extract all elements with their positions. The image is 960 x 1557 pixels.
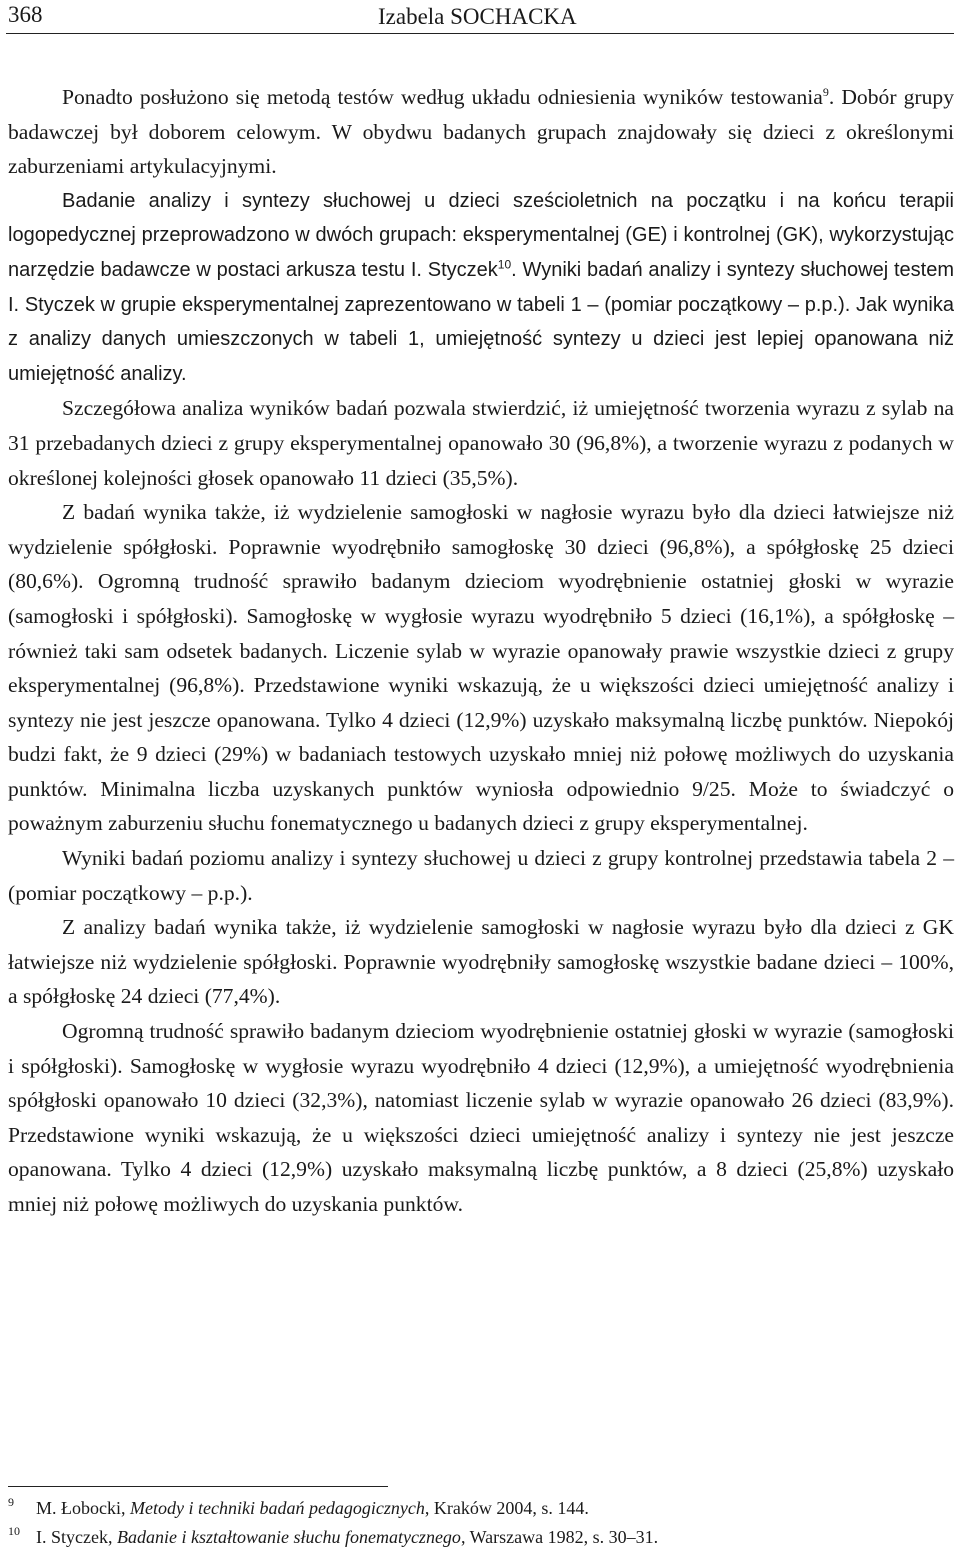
paragraph-2	[8, 184, 954, 392]
running-head-author: Izabela SOCHACKA	[378, 4, 577, 29]
paragraph-7: Ogromną trudność sprawiło badanym dzieciom wyodrębnienie ostatniej głoski w wyrazie (samogłoski i spółgłoski). Samogłoskę w wygłosie wyrazu wyodrębniło 4 dzieci (12,9%), a umiejętność wyodrębnienia spółgłoski opanowało 10 dzieci (32,3%), natomiast liczenie sylab w wyrazie opanowało 26 dzieci (83,9%). Przedstawione wyniki wskazują, że u większości dzieci umiejętność analizy i syntezy nie jest jeszcze opanowana. Tylko 4 dzieci (12,9%) uzyskało maksymalną liczbę punktów, a 8 dzieci (25,8%) uzyskało mniej niż połowę możliwych do uzyskania punktów.	[8, 1019, 954, 1216]
footnote-details: , Kraków 2004, s. 144.	[424, 1498, 589, 1518]
footnote-number: 10	[8, 1524, 20, 1538]
footnotes	[8, 1494, 954, 1552]
footnote-number: 9	[8, 1495, 14, 1509]
footnote-title: Badanie i kształtowanie słuchu fonematycznego	[116, 1527, 461, 1547]
paragraph-1-text: Ponadto posłużono się metodą testów według układu odniesienia wyników testowania	[62, 85, 823, 109]
paragraph-1	[8, 80, 954, 184]
paragraph-6: Z analizy badań wynika także, iż wydzielenie samogłoski w nagłosie wyrazu było dla dzieci z GK łatwiejsze niż wydzielenie spółgłoski. Poprawnie wyodrębniły samogłoskę wszystkie badane dzieci – 100%, a spółgłoskę 24 dzieci (77,4%).	[8, 915, 954, 1009]
footnote-title: Metody i techniki badań pedagogicznych	[130, 1498, 425, 1518]
footnote-ref-10[interactable]: 10	[497, 257, 512, 272]
footnote-author: I. Styczek,	[36, 1527, 117, 1547]
page-header	[6, 0, 954, 34]
footnote-ref-9[interactable]: 9	[822, 84, 829, 99]
footnote-details: , Warszawa 1982, s. 30–31.	[460, 1527, 659, 1547]
footnote-divider	[8, 1486, 388, 1487]
paragraph-1-text-cont: . Dobór grupy badawczej był doborem celowym. W obydwu badanych grupach znajdowały się dzieci z określonymi zaburzeniami artykulacyjnymi.	[8, 85, 954, 179]
footnote-author: M. Łobocki,	[36, 1498, 130, 1518]
paragraph-3: Szczegółowa analiza wyników badań pozwala stwierdzić, iż umiejętność tworzenia wyrazu z sylab na 31 przebadanych dzieci z grupy eksperymentalnej opanowało 30 (96,8%), a tworzenie wyrazu z podanych w określonej kolejności głosek opanowało 11 dzieci (35,5%).	[8, 396, 954, 490]
body-text	[8, 80, 954, 1222]
paragraph-2-text: Badanie analizy i syntezy słuchowej u dzieci sześcioletnich na początku i na końcu terapii logopedycznej przeprowadzono w dwóch grupach: eksperymentalnej (GE) i kontrolnej (GK), wykorzystując narzędzie badawcze w postaci arkusza testu I. Styczek	[8, 189, 954, 281]
paragraph-5: Wyniki badań poziomu analizy i syntezy słuchowej u dzieci z grupy kontrolnej przedstawia tabela 2 – (pomiar początkowy – p.p.).	[8, 846, 954, 905]
paragraph-2-text-cont: . Wyniki badań analizy i syntezy słuchowej testem I. Styczek w grupie eksperymentalnej zaprezentowano w tabeli 1 – (pomiar początkowy – p.p.). Jak wynika z analizy danych umieszczonych w tabeli 1, umiejętność syntezy u dzieci jest lepiej opanowana niż umiejętność analizy.	[8, 258, 954, 385]
paragraph-4: Z badań wynika także, iż wydzielenie samogłoski w nagłosie wyrazu było dla dzieci łatwiejsze niż wydzielenie spółgłoski. Poprawnie wyodrębniło samogłoskę 30 dzieci (96,8%), a spółgłoskę 25 dzieci (80,6%). Ogromną trudność sprawiło badanym dzieciom wyodrębnienie ostatniej głoski w wyrazie (samogłoski i spółgłoski). Samogłoskę w wygłosie wyrazu wyodrębniło 5 dzieci (16,1%), a spółgłoskę – również taki sam odsetek badanych. Liczenie sylab w wyrazie opanowały prawie wszystkie dzieci z grupy eksperymentalnej (96,8%). Przedstawione wyniki wskazują, że u większości dzieci umiejętność analizy i syntezy nie jest jeszcze opanowana. Tylko 4 dzieci (12,9%) uzyskało maksymalną liczbę punktów. Niepokój budzi fakt, że 9 dzieci (29%) w badaniach testowych uzyskało mniej niż połowę możliwych do uzyskania punktów. Minimalna liczba uzyskanych punktów wyniosła odpowiednio 9/25. Może to świadczyć o poważnym zaburzeniu słuchu fonematycznego u badanych dzieci z grupy eksperymentalnej.	[8, 500, 954, 836]
page-number: 368	[8, 2, 43, 27]
footnote-10	[8, 1523, 954, 1552]
footnote-9	[8, 1494, 954, 1523]
